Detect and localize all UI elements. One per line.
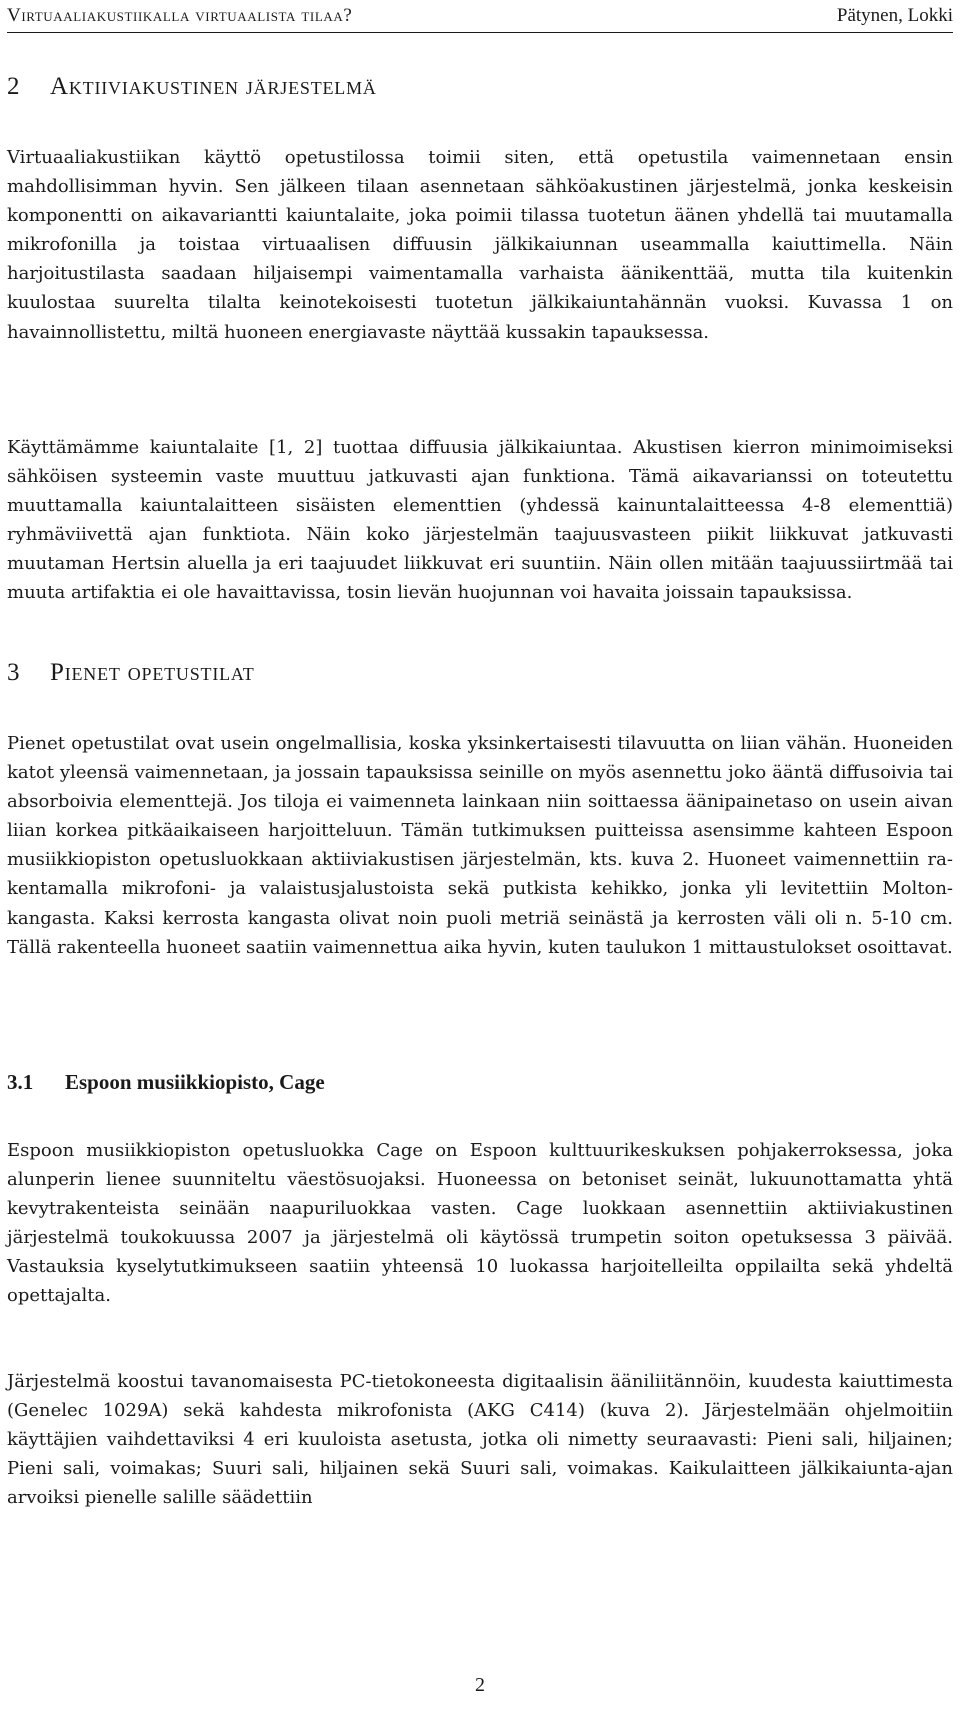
- section-title: Pienet opetustilat: [50, 659, 255, 686]
- paper-page: [7, 0, 953, 1713]
- section-heading-3: [7, 659, 255, 687]
- subsection-title: Espoon musiikkiopisto, Cage: [65, 1070, 325, 1094]
- section-heading-2: [7, 73, 377, 101]
- section-number: 3: [7, 659, 21, 686]
- running-head-authors: Pätynen, Lokki: [836, 5, 953, 26]
- paragraph: Virtuaaliakustiikan käyttö opetustilossa toimii siten, että opetustila vaimennetaan ensin mahdollisimman hyvin. Sen jälkeen tilaan asennetaan sähköakustinen järjestelmä, jonka keskeisin komponentti on aikavariantti kaiuntalaite, joka poimii tilassa tuotetun äänen yhdellä tai muutamalla mikrofonilla ja toistaa virtuaalisen diffuusin jälkikaiunnan useammalla kaiuttimella. Näin harjoitustilasta saadaan hiljaisempi vaimentamalla varhaista äänikenttää, mutta tila kuitenkin kuulostaa suurelta tilalta keinotekoisesti tuotetun jälkikaiuntahännän vuoksi. Kuvassa 1 on havainnollistettu, miltä huoneen energiavaste näyttää kussakin tapauksessa.: [7, 147, 953, 343]
- running-head: [7, 2, 953, 32]
- running-head-title: Virtuaaliakustiikalla virtuaalista tilaa?: [7, 5, 353, 26]
- paragraph: Espoon musiikkiopiston opetusluokka Cage on Espoon kulttuurikeskuksen pohjakerroksessa, joka alunperin lienee suunniteltu väestösuojaksi. Huoneessa on betoniset seinät, lukuunottamatta yhtä kevytrakenteista seinään naapuriluokkaa vasten. Cage luokkaan asennettiin aktiiviakustinen järjestelmä toukokuussa 2007 ja järjestelmä oli käytössä trumpetin soiton opetuksessa 3 päivää. Vastauksia kyselytutkimukseen saatiin yhteensä 10 luokassa harjoitelleilta oppilailta sekä yhdeltä opettajalta.: [7, 1140, 953, 1307]
- subsection-heading-3-1: [7, 1070, 325, 1095]
- subsection-number: 3.1: [7, 1070, 34, 1094]
- paragraph: Pienet opetustilat ovat usein ongelmallisia, koska yksinkertaisesti tilavuutta on liian vähän. Huoneiden katot yleensä vaimennetaan, ja jossain tapauksissa seinille on myös asennettu joko ääntä diffusoivia tai absorboivia elementtejä. Jos tiloja ei vaimenneta lainkaan niin soittaessa äänipainetaso on usein aivan liian korkea pitkäaikaiseen harjoitteluun. Tämän tutkimuksen puitteissa asensimme kahteen Espoon musiikkiopiston opetusluokkaan aktiiviakustisen järjestelmän, kts. kuva 2. Huoneet vaimennettiin rakentamalla mikrofoni- ja valaistusjalustoista sekä putkista kehikko, jonka yli levitettiin Molton-kangasta. Kaksi kerrosta kangasta olivat noin puoli metriä seinästä ja kerrosten väli oli n. 5-10 cm. Tällä rakenteella huoneet saatiin vaimennettua aika hyvin, kuten taulukon 1 mittaustulokset osoittavat.: [7, 733, 953, 958]
- paragraph: Käyttämämme kaiuntalaite [1, 2] tuottaa diffuusia jälkikaiuntaa. Akustisen kierron minimoimiseksi sähköisen systeemin vaste muuttuu jatkuvasti ajan funktiona. Tämä aikavarianssi on toteutettu muuttamalla kaiuntalaitteen sisäisten elementtien (yhdessä kainuntalaitteessa 4-8 elementtiä) ryhmäviivettä ajan funktiota. Näin koko järjestelmän taajuusvasteen piikit liikkuvat jatkuvasti muutaman Hertsin aluella ja eri taajuudet liikkuvat eri suuntiin. Näin ollen mitään taajuussiirtmää tai muuta artifaktia ei ole havaittavissa, tosin lievän huojunnan voi havaita joissain tapauksissa.: [7, 437, 953, 604]
- section-title: Aktiiviakustinen järjestelmä: [50, 73, 377, 100]
- paragraph: Järjestelmä koostui tavanomaisesta PC-tietokoneesta digitaalisin ääniliitännöin, kuudesta kaiuttimesta (Genelec 1029A) sekä kahdesta mikrofonista (AKG C414) (kuva 2). Järjestelmään ohjelmoitiin käyttäjien vaihdettaviksi 4 eri kuuloista asetusta, jotka oli nimetty seuraavasti: Pieni sali, hiljainen; Pieni sali, voimakas; Suuri sali, hiljainen sekä Suuri sali, voimakas. Kaikulaitteen jälkikaiunta-ajan arvoiksi pienelle salille säädettiin: [7, 1371, 953, 1509]
- header-rule: [7, 32, 953, 33]
- section-number: 2: [7, 73, 21, 100]
- page-number: 2: [475, 1674, 485, 1696]
